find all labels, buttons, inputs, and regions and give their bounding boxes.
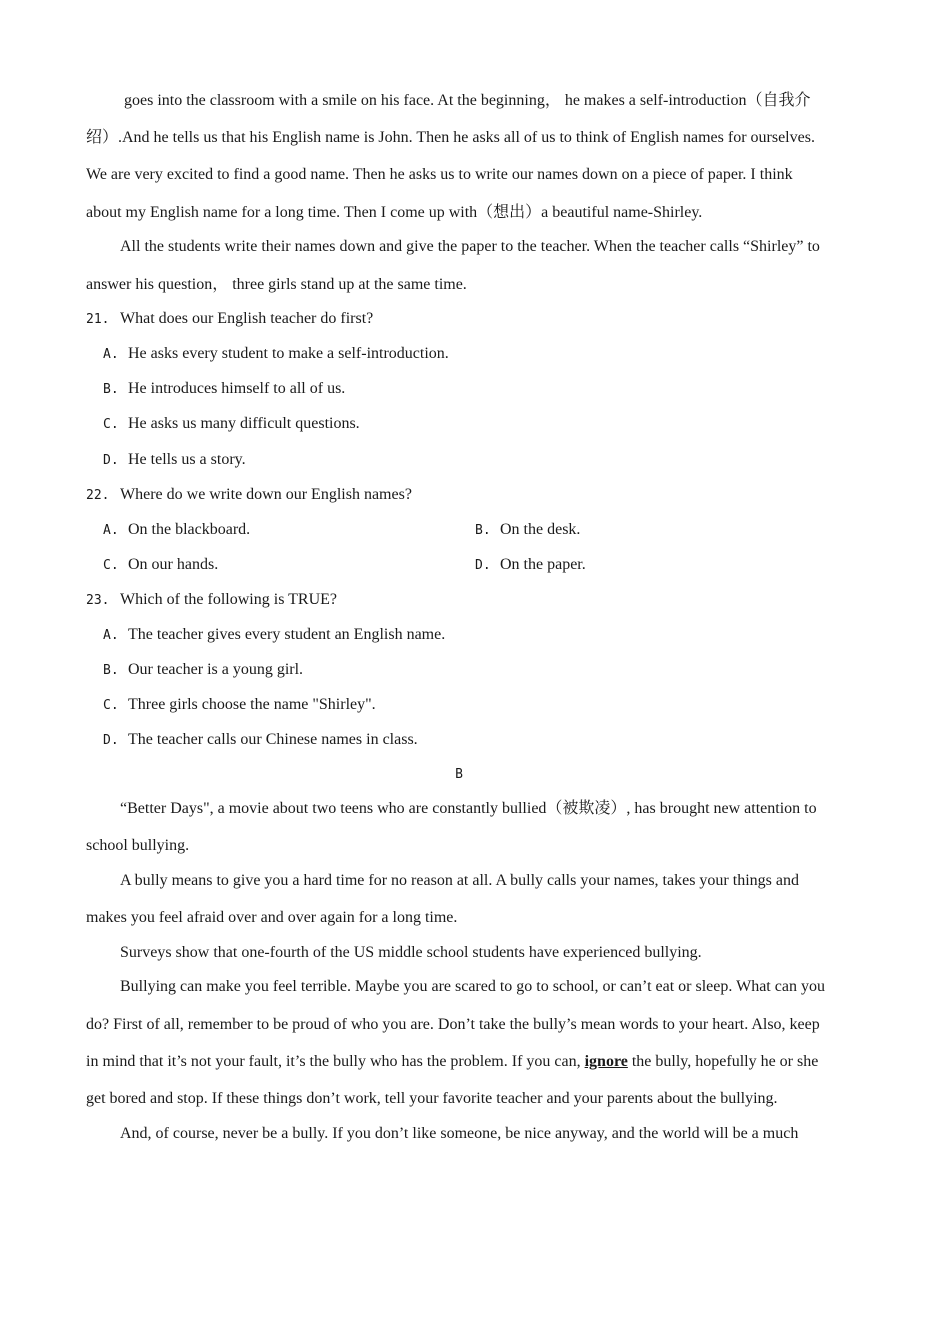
passage-b-line: And, of course, never be a bully. If you don’t like someone, be nice anyway, and the world will be a much — [120, 1125, 799, 1142]
passage-a-line: 绍）.And he tells us that his English name is John. Then he asks all of us to think of English names for ourselves. — [86, 129, 815, 146]
option-text: He tells us a story. — [128, 451, 246, 468]
passage-a-line: about my English name for a long time. Then I come up with（想出）a beautiful name-Shirley. — [86, 204, 703, 221]
option-text: The teacher calls our Chinese names in class. — [128, 731, 418, 748]
option-text: He introduces himself to all of us. — [128, 380, 346, 397]
passage-b-line: school bullying. — [86, 837, 190, 854]
passage-b-line: makes you feel afraid over and over again for a long time. — [86, 909, 458, 926]
option-label: D. — [475, 558, 491, 573]
passage-b-text: in mind that it’s not your fault, it’s the bully who has the problem. If you can, — [86, 1053, 585, 1070]
passage-b-line: Surveys show that one-fourth of the US middle school students have experienced bullying. — [120, 944, 702, 961]
passage-b-line: get bored and stop. If these things don’t work, tell your favorite teacher and your parents about the bullying. — [86, 1090, 778, 1107]
passage-a-line: All the students write their names down and give the paper to the teacher. When the teacher calls “Shirley” to — [120, 238, 820, 255]
passage-b-text: the bully, hopefully he or she — [627, 1053, 819, 1070]
passage-b-line: do? First of all, remember to be proud of who you are. Don’t take the bully’s mean words to your heart. Also, keep — [86, 1016, 820, 1033]
option-text: On our hands. — [128, 556, 219, 573]
underlined-word: ignore — [584, 1053, 628, 1070]
passage-a-line: goes into the classroom with a smile on his face. At the beginning， he makes a self-introduction（自我介 — [124, 92, 811, 109]
question-number: 22. — [86, 488, 110, 503]
passage-a-line: We are very excited to find a good name. Then he asks us to write our names down on a piece of paper. I think — [86, 166, 793, 183]
option-label: A. — [103, 628, 119, 643]
option-label: A. — [103, 347, 119, 362]
question-text: Where do we write down our English names? — [120, 486, 412, 503]
option-text: Three girls choose the name "Shirley". — [128, 696, 376, 713]
option-text: He asks every student to make a self-introduction. — [128, 345, 449, 362]
option-text: He asks us many difficult questions. — [128, 415, 360, 432]
passage-b-line: A bully means to give you a hard time for no reason at all. A bully calls your names, takes your things and — [120, 872, 799, 889]
question-text: What does our English teacher do first? — [120, 310, 374, 327]
question-text: Which of the following is TRUE? — [120, 591, 337, 608]
question-number: 21. — [86, 312, 110, 327]
option-label: D. — [103, 733, 119, 748]
option-text: Our teacher is a young girl. — [128, 661, 304, 678]
option-label: B. — [103, 382, 119, 397]
option-label: C. — [103, 417, 119, 432]
passage-b-line — [86, 1052, 818, 1072]
section-heading: B — [455, 767, 463, 782]
option-text: On the paper. — [500, 556, 586, 573]
option-text: On the desk. — [500, 521, 581, 538]
passage-b-line: Bullying can make you feel terrible. Maybe you are scared to go to school, or can’t eat or sleep. What can you — [120, 978, 825, 995]
option-label: C. — [103, 698, 119, 713]
option-label: B. — [475, 523, 491, 538]
question-number: 23. — [86, 593, 110, 608]
option-label: C. — [103, 558, 119, 573]
passage-a-line: answer his question， three girls stand up at the same time. — [86, 276, 467, 293]
option-text: On the blackboard. — [128, 521, 251, 538]
passage-b-line: “Better Days", a movie about two teens who are constantly bullied（被欺凌）, has brought new attention to — [120, 800, 817, 817]
option-label: B. — [103, 663, 119, 678]
option-label: D. — [103, 453, 119, 468]
option-label: A. — [103, 523, 119, 538]
option-text: The teacher gives every student an English name. — [128, 626, 446, 643]
